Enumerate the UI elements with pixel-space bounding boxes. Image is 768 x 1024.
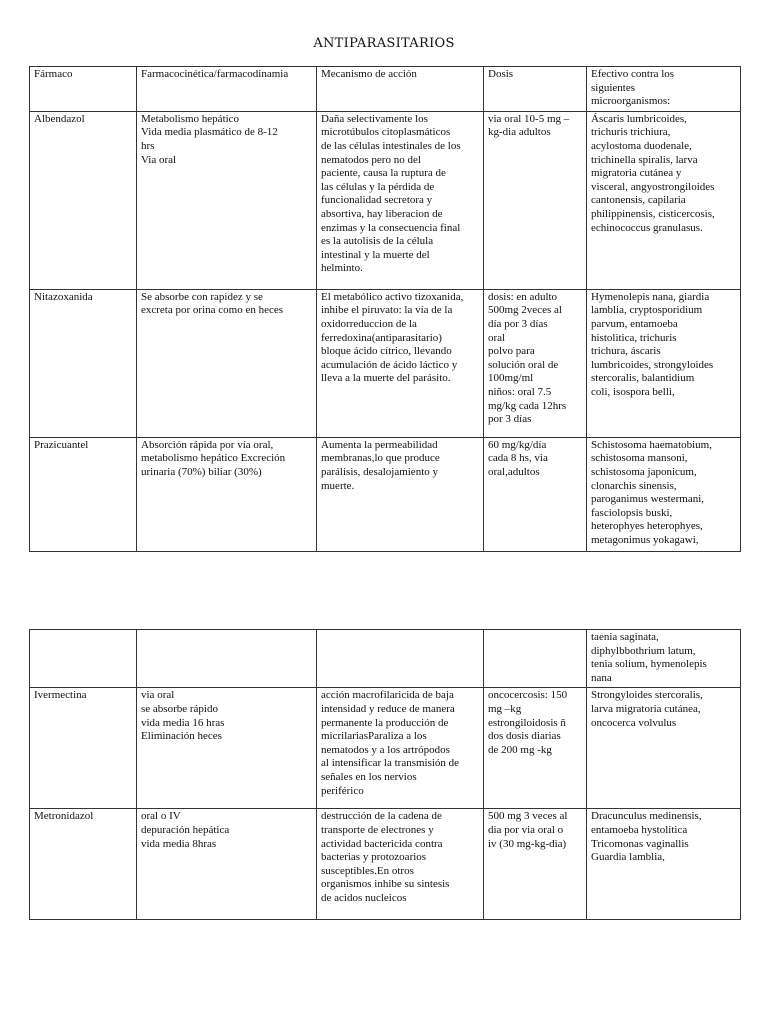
cell-dose: dosis: en adulto 500mg 2veces al día por 3 días oral polvo para solución oral de 100mg/ml niños: oral 7.5 mg/kg cada 12hrs por 3 días: [484, 289, 587, 437]
cell-drug-name: Metronidazol: [30, 809, 137, 920]
table-row: [30, 289, 741, 437]
cell-dose: 500 mg 3 veces al dia por via oral o iv (30 mg-kg-dia): [484, 809, 587, 920]
cell-pharmacokinetics: Absorción rápida por vía oral, metabolismo hepático Excreción urinaria (70%) biliar (30%): [137, 437, 317, 551]
table-header-row: [30, 67, 741, 112]
cell-mechanism: destrucción de la cadena de transporte de electrones y actividad bactericida contra bacterias y protozoarios susceptibles.En otros organismos inhibe su sintesis de acidos nucleicos: [317, 809, 484, 920]
drug-table-2: [29, 629, 741, 920]
cell-organisms: Áscaris lumbricoides, trichuris trichiura, acylostoma duodenale, trichinella spiralis, larva migratoria cutánea y visceral, angyostrongiloides cantonensis, capilaria philippinensis, cisticercosis, echinococcus granulasus.: [587, 111, 741, 289]
cell-drug-name: Ivermectina: [30, 688, 137, 809]
cell-organisms: Dracunculus medinensis, entamoeba hystolitica Tricomonas vaginallis Guardia lamblia,: [587, 809, 741, 920]
cell-mechanism: Aumenta la permeabilidad membranas,lo que produce parálisis, desalojamiento y muerte.: [317, 437, 484, 551]
cell-dose: 60 mg/kg/día cada 8 hs, via oral,adultos: [484, 437, 587, 551]
cell-mechanism: Daña selectivamente los microtúbulos citoplasmáticos de las células intestinales de los nematodos pero no del paciente, causa la ruptura de las células y la pérdida de funcionalidad secretora y absortiva, hay liberacion de enzimas y la consecuencia final es la autolisis de la célula intestinal y la muerte del helminto.: [317, 111, 484, 289]
cell-drug-name: Nitazoxanida: [30, 289, 137, 437]
cell-mechanism: acción macrofilaricida de baja intensidad y reduce de manera permanente la producción de micrilariasParaliza a los nematodos y a los artrópodos al intensificar la transmisión de señales en los nervios periférico: [317, 688, 484, 809]
header-farmacocinetica: Farmacocinética/farmacodinamia: [137, 67, 317, 112]
header-mecanismo: Mecanismo de acción: [317, 67, 484, 112]
cell-mechanism: El metabólico activo tizoxanida, inhibe el piruvato: la vía de la oxidorreduccion de la ferredoxina(antiparasitario) bloque ácido cítrico, llevando acumulación de ácido láctico y lleva a la muerte del parásito.: [317, 289, 484, 437]
table-row: [30, 111, 741, 289]
cell-dose: [484, 630, 587, 688]
header-efectivo: Efectivo contra los siguientes microorganismos:: [587, 67, 741, 112]
header-dosis: Dosis: [484, 67, 587, 112]
cell-organisms: Hymenolepis nana, giardia lamblia, cryptosporidium parvum, entamoeba histolitica, trichuris trichura, áscaris lumbricoides, strongyloides stercoralis, balantidium coli, isospora belli,: [587, 289, 741, 437]
table-row: [30, 809, 741, 920]
header-farmaco: Fármaco: [30, 67, 137, 112]
drug-table-1: [29, 66, 741, 552]
cell-organisms: taenia saginata, diphylbbothrium latum, tenia solium, hymenolepis nana: [587, 630, 741, 688]
table-row: [30, 437, 741, 551]
cell-pharmacokinetics: Metabolismo hepático Vida media plasmático de 8-12 hrs Via oral: [137, 111, 317, 289]
cell-pharmacokinetics: [137, 630, 317, 688]
cell-dose: oncocercosis: 150 mg –kg estrongiloidosis ñ dos dosis diarias de 200 mg -kg: [484, 688, 587, 809]
cell-drug-name: Albendazol: [30, 111, 137, 289]
cell-organisms: Strongyloides stercoralis, larva migratoria cutánea, oncocerca volvulus: [587, 688, 741, 809]
table-row: [30, 688, 741, 809]
cell-drug-name: [30, 630, 137, 688]
cell-organisms: Schistosoma haematobium, schistosoma mansoni, schistosoma japonicum, clonarchis sinensis, paroganimus westermani, fasciolopsis buski, heterophyes heterophyes, metagonimus yokagawi,: [587, 437, 741, 551]
table-row: [30, 630, 741, 688]
cell-pharmacokinetics: via oral se absorbe rápido vida media 16 hras Eliminación heces: [137, 688, 317, 809]
cell-drug-name: Prazicuantel: [30, 437, 137, 551]
cell-pharmacokinetics: oral o IV depuración hepática vida media 8hras: [137, 809, 317, 920]
page-title: ANTIPARASITARIOS: [313, 36, 455, 51]
cell-mechanism: [317, 630, 484, 688]
cell-dose: via oral 10-5 mg – kg-dia adultos: [484, 111, 587, 289]
cell-pharmacokinetics: Se absorbe con rapidez y se excreta por orina como en heces: [137, 289, 317, 437]
